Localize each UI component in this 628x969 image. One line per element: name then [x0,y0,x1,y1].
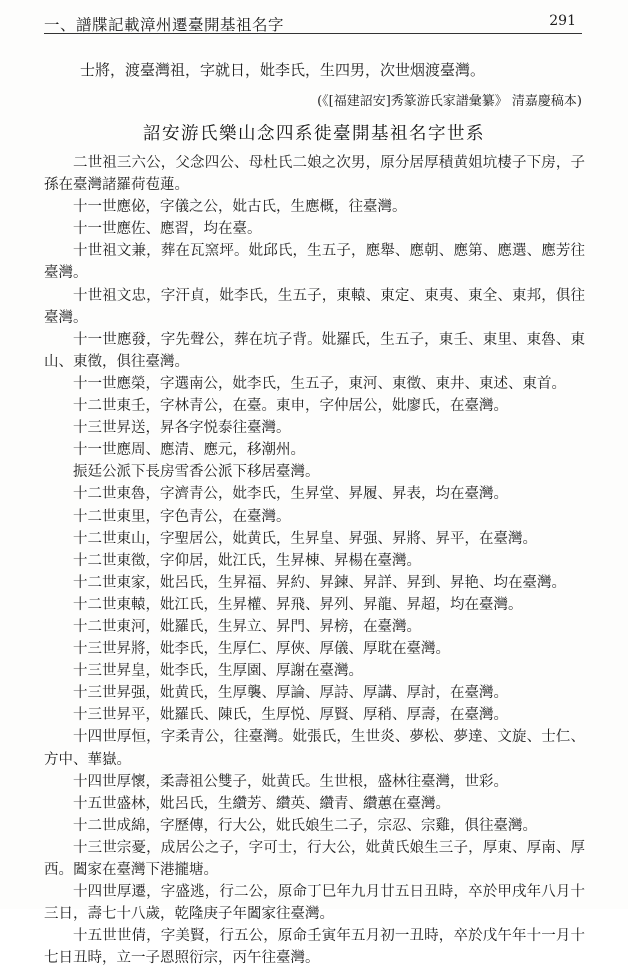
genealogy-entry: 十四世厚遷，字盛逃，行二公，原命丁巳年九月廿五日丑時，卒於甲戌年八月十三日，壽七十八歲，乾隆庚子年闔家往臺灣。 [44,884,585,923]
genealogy-entry: 十一世應榮，字選南公，妣李氏，生五子，東河、東徵、東井、東述、東首。 [73,375,566,392]
lead-paragraph: 士將，渡臺灣祖，字就日，妣李氏，生四男，次世烟渡臺灣。 [80,61,486,79]
genealogy-entry: 十三世宗憂，成居公之子，字可士，行大公，妣黄氏娘生三子，厚東、厚南、厚西。闔家在臺灣下港攏塘。 [44,839,585,878]
genealogy-entry: 十四世厚恒，字柔青公，往臺灣。妣張氏，生世炎、夢松、夢達、文旋、士仁、方中、華嶽。 [44,729,585,768]
genealogy-entry: 十一世應佖，字儀之公，妣古氏，生應概，往臺灣。 [73,199,407,216]
genealogy-entry: 十五世盛林，妣呂氏，生纘芳、纘英、纘青、纘蕙在臺灣。 [73,795,450,812]
genealogy-entry: 十二世東徵，字仰居，妣江氏，生昇棟、昇楊在臺灣。 [73,552,421,569]
page-number: 291 [549,13,576,29]
genealogy-entry: 十二世東壬，字林青公，在臺。東申，字仲居公，妣廖氏，在臺灣。 [73,398,508,415]
genealogy-entry: 十三世昇送，昇各字悦泰往臺灣。 [73,420,291,437]
genealogy-entry: 十一世應發，字先聲公，葬在坑子背。妣羅氏，生五子，東壬、東里、東魯、東山、東徵，俱往臺灣。 [44,331,585,370]
genealogy-entry: 二世祖三六公，父念四公、母杜氏二娘之次男，原分居厚積黄姐坑棲子下房，子孫在臺灣諸羅荷苞蓮。 [44,155,585,194]
genealogy-entries [44,152,585,969]
running-header [44,11,582,34]
genealogy-entry: 十三世昇平，妣羅氏、陳氏，生厚悦、厚賢、厚稍、厚壽，在臺灣。 [73,707,508,724]
source-citation: (《[福建詔安]秀篆游氏家譜彙纂》 清嘉慶稿本) [317,94,582,109]
genealogy-entry: 振廷公派下長房雪香公派下移居臺灣。 [73,464,320,481]
genealogy-entry: 十二世東家，妣呂氏，生昇福、昇約、昇鍊、昇詳、昇到、昇艳、均在臺灣。 [73,574,566,591]
genealogy-entry: 十一世應佐、應習，均在臺。 [73,221,262,238]
genealogy-entry: 十三世昇皇，妣李氏，生厚園、厚謝在臺灣。 [73,663,363,680]
genealogy-entry: 十三世昇强，妣黄氏，生厚襲、厚論、厚詩、厚講、厚討，在臺灣。 [73,685,508,702]
genealogy-entry: 十五世世倩，字美賢，行五公，原命壬寅年五月初一丑時，卒於戊午年十一月十七日丑時，立一子恩照衍宗，丙午往臺灣。 [44,928,585,967]
genealogy-entry: 十二世成綿，字歷傳，行大公，妣氏娘生二子，宗忍、宗雞，俱往臺灣。 [73,817,537,834]
genealogy-entry: 十一世應周、應清、應元，移潮州。 [73,442,305,459]
genealogy-entry: 十四世厚懷，柔壽祖公雙子，妣黄氏。生世根，盛林往臺灣，世彩。 [73,773,508,790]
genealogy-entry: 十二世東山，字聖居公，妣黄氏，生昇皇、昇强、昇將、昇平，在臺灣。 [73,530,537,547]
genealogy-entry: 十世祖文兼，葬在瓦窯坪。妣邱氏，生五子，應舉、應朝、應第、應選、應芳往臺灣。 [44,243,585,282]
genealogy-entry: 十二世東轅，妣江氏，生昇權、昇飛、昇列、昇龍、昇超，均在臺灣。 [73,596,523,613]
genealogy-entry: 十二世東魯，字濟青公，妣李氏，生昇堂、昇履、昇表，均在臺灣。 [73,486,508,503]
section-title: 詔安游氏樂山念四系徙臺開基祖名字世系 [143,124,485,144]
genealogy-entry: 十二世東河，妣羅氏，生昇立、昇門、昇榜，在臺灣。 [73,618,421,635]
genealogy-entry: 十世祖文忠，字汗貞，妣李氏，生五子，東轅、東定、東夷、東全、東邦，俱往臺灣。 [44,287,585,326]
genealogy-entry: 十三世昇將，妣李氏，生厚仁、厚俠、厚儀、厚耽在臺灣。 [73,641,450,658]
running-title: 一、譜牒記載漳州遷臺開基祖名字 [44,16,285,34]
genealogy-entry: 十二世東里，字色青公，在臺灣。 [73,508,291,525]
